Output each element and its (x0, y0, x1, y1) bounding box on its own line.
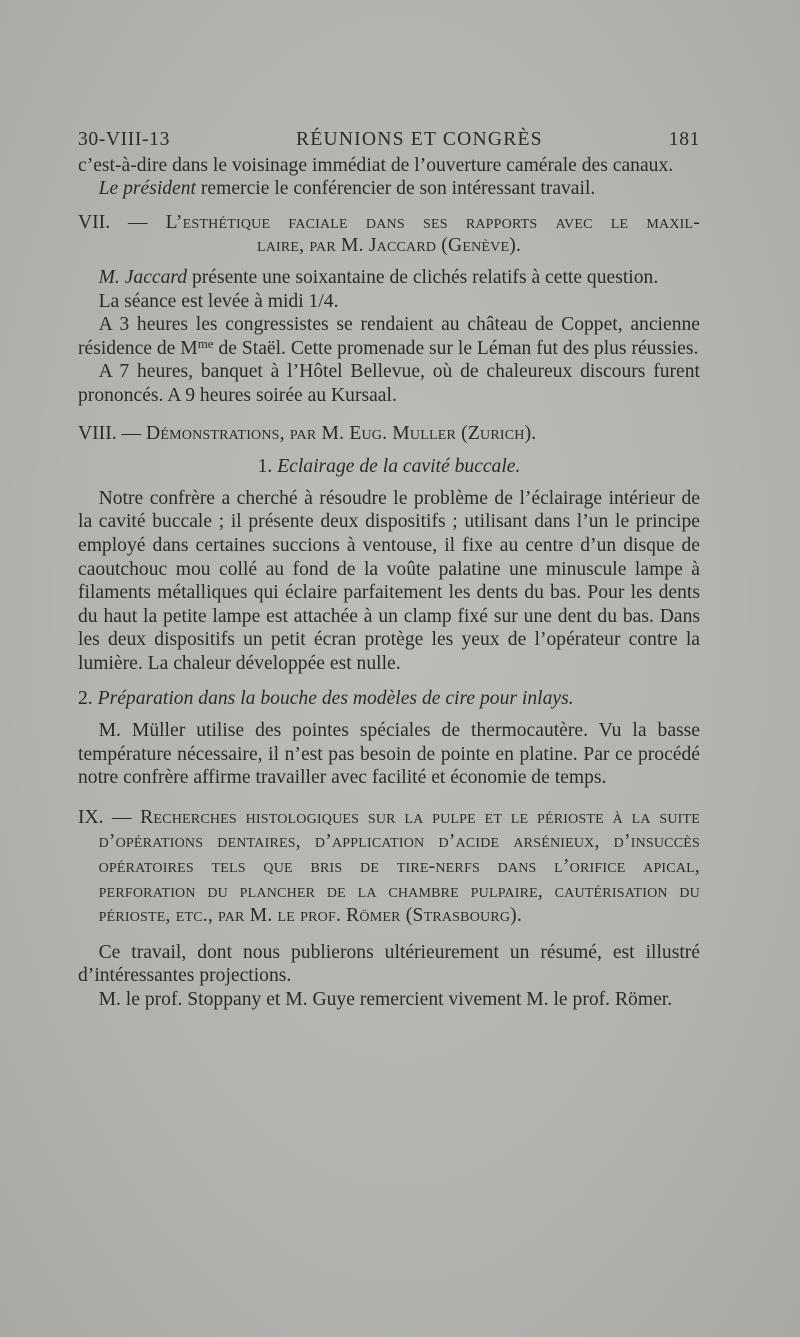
subsection-1-title: Eclairage de la cavité buccale. (277, 456, 521, 478)
section-9-heading (78, 806, 700, 929)
page-text (78, 128, 700, 1012)
paragraph-7: Notre confrère a cherché à résoudre le problème de l’éclairage intérieur de la cavité buccale ; il présente deux dispositifs ; utilisant dans l’un le principe employé dans certaines succions à ventouse, il fixe au centre d’un disque de caoutchouc mou collé au fond de la voûte palatine une minuscule lampe à filaments métalliques qui éclaire parfaitement les dents du bas. Pour les dents du haut la petite lampe est attachée à un clamp fixé sur une dent du bas. Dans les deux dispositifs un petit écran protège les yeux de l’opérateur contre la lumière. La chaleur développée est nulle. (78, 487, 700, 674)
paragraph-2-italic: Le président (98, 178, 196, 200)
paragraph-2 (78, 177, 700, 201)
paragraph-5-text-b: de Staël. Cette promenade sur le Léman fut des plus réussies. (213, 337, 699, 359)
header-title: RÉUNIONS ET CONGRÈS (296, 129, 543, 150)
section-7-title-line1: L’esthétique faciale dans ses rapports avec le maxil- (165, 211, 700, 233)
section-7-heading (78, 211, 700, 258)
page-number: 181 (668, 129, 700, 150)
paragraph-3-italic: M. Jaccard (98, 266, 188, 288)
paragraph-8: M. Müller utilise des pointes spéciales de thermocautère. Vu la basse température nécessaire, il n’est pas besoin de pointe en platine. Par ce procédé notre confrère affirme travailler avec facilité et économie de temps. (78, 720, 700, 789)
paragraph-5-superscript: me (197, 335, 214, 351)
subsection-2-number: 2. (78, 688, 93, 710)
paragraph-3 (78, 266, 700, 290)
paragraph-4: La séance est levée à midi 1/4. (98, 290, 339, 312)
running-head (78, 128, 700, 152)
paragraph-5 (78, 313, 700, 360)
section-9-number: IX. — (78, 806, 132, 828)
paragraph-6: A 7 heures, banquet à l’Hôtel Bellevue, où de chaleureux discours furent prononcés. A 9 heures soirée au Kursaal. (78, 361, 700, 406)
subsection-1-number: 1. (257, 456, 273, 478)
subsection-2-title: Préparation dans la bouche des modèles de cire pour inlays. (97, 688, 574, 710)
paragraph-2-text: remercie le conférencier de son intéressant travail. (196, 178, 596, 200)
header-date: 30-VIII-13 (78, 129, 170, 150)
section-8-title: Démonstrations, par M. Eug. Muller (Zurich). (146, 422, 537, 444)
section-7-title-line2: laire, par M. Jaccard (Genève). (256, 235, 522, 257)
subsection-1-heading (78, 455, 700, 479)
section-9-title: Recherches histologiques sur la pulpe et le périoste à la suite d’opérations dentaires, d’application d’acide arsénieux, d’insuccès opératoires tels que bris de tire-nerfs dans l’orifice apical, perforation du plancher de la chambre pulpaire, cautérisation du périoste, etc., par M. le prof. Römer (Strasbourg). (98, 806, 700, 927)
paragraph-9: Ce travail, dont nous publierons ultérieurement un résumé, est illustré d’intéressantes projections. (78, 941, 700, 987)
subsection-2-heading (78, 687, 700, 711)
section-8-heading (78, 422, 700, 446)
paragraph-5-text-a: A 3 heures les congressistes se rendaient au château de Coppet, ancienne résidence de M (78, 314, 700, 359)
paragraph-10: M. le prof. Stoppany et M. Guye remercient vivement M. le prof. Römer. (98, 989, 673, 1010)
section-7-number: VII. — (78, 211, 148, 233)
section-8-number: VIII. — (78, 422, 142, 444)
paragraph-1: c’est-à-dire dans le voisinage immédiat de l’ouverture camérale des canaux. (78, 154, 674, 176)
paragraph-3-text: présente une soixantaine de clichés relatifs à cette question. (187, 266, 659, 288)
